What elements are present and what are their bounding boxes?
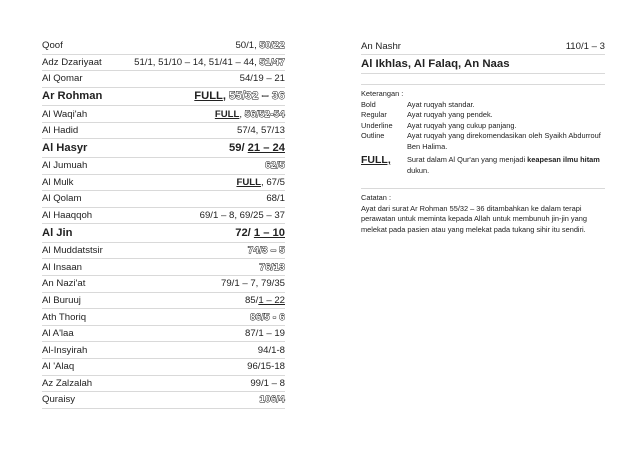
verse-part: 50/1, <box>235 40 260 52</box>
surah-row <box>42 106 285 123</box>
legend-desc: Ayat ruqyah yang direkomendasikan oleh Syaikh Abdurrouf Ben Halima. <box>407 131 601 151</box>
verse-part: 72/ <box>235 226 254 239</box>
surah-name: Qoof <box>42 40 63 52</box>
verse-part: 68/1 <box>266 193 285 205</box>
surah-row <box>42 243 285 260</box>
surah-verses <box>245 294 285 307</box>
surah-name: Adz Dzariyaat <box>42 56 102 68</box>
surah-verses <box>235 39 285 52</box>
verse-part: 85/ <box>244 294 259 306</box>
verse-part: FULL <box>194 90 223 103</box>
surah-verses <box>258 344 285 357</box>
legend-desc: Ayat ruqyah standar. <box>407 99 475 109</box>
verse-part: 106/4 <box>259 394 285 406</box>
verse-part: 62/5 <box>265 160 285 172</box>
legend-full-desc-part1: Surat dalam Al Qur'an yang menjadi <box>407 155 528 164</box>
surah-verses <box>240 72 285 85</box>
verse-part: 86/5 - 6 <box>250 311 285 323</box>
surah-row <box>42 71 285 88</box>
surah-name: Al 'Alaq <box>42 361 75 373</box>
surah-verses <box>134 56 285 69</box>
verse-part: 59/ <box>229 141 248 154</box>
surah-verses <box>266 192 285 205</box>
surah-row <box>42 55 285 72</box>
surah-verses <box>215 108 285 121</box>
surah-name: Al Muddatstsir <box>42 245 103 257</box>
surah-verses <box>221 277 285 290</box>
legend-section <box>361 84 605 176</box>
surah-verses: 110/1 – 3 <box>565 40 605 52</box>
surah-name: Quraisy <box>42 394 76 406</box>
surah-row <box>42 276 285 293</box>
verse-part: 74/3 – 5 <box>247 245 285 257</box>
verse-part: 99/1 – 8 <box>250 377 285 389</box>
right-header-row <box>361 38 605 55</box>
note-text: Ayat dari surat Ar Rohman 55/32 – 36 ditambahkan ke dalam terapi perawatan untuk meminta kepada Allah untuk membunuh jin-jin yang melekat pada pasien atau yang melekat pada tukang sihir itu sendiri. <box>361 203 587 234</box>
verse-part: 1 – 10 <box>253 226 285 239</box>
surah-row <box>42 88 285 107</box>
surah-name: Al Mulk <box>42 176 74 188</box>
legend-row <box>361 110 605 121</box>
surah-verses <box>250 377 285 390</box>
surah-row <box>42 309 285 326</box>
surah-list <box>42 38 285 409</box>
verse-part: 76/13 <box>259 261 285 273</box>
surah-name: Al Insaan <box>42 261 83 273</box>
verse-part: 96/15-18 <box>247 361 285 373</box>
surah-name: Al Hasyr <box>42 141 88 154</box>
surah-name: Al Waqi'ah <box>42 108 88 120</box>
verse-part: 55/32 – 36 <box>229 90 285 103</box>
surah-verses <box>259 393 285 406</box>
legend-full-desc-bold: keapesan ilmu hitam <box>527 155 600 164</box>
verse-part: 56/52-54 <box>244 108 285 120</box>
legend-full-row <box>361 155 605 176</box>
surah-name: Ath Thoriq <box>42 311 87 323</box>
surah-verses <box>235 227 285 240</box>
surah-name: Ar Rohman <box>42 90 103 103</box>
surah-row <box>42 224 285 243</box>
surah-verses <box>250 311 285 324</box>
surah-name: Al Haaqqoh <box>42 210 93 222</box>
surah-row <box>42 139 285 158</box>
surah-verses <box>248 244 285 257</box>
verse-part: , 67/5 <box>260 176 285 188</box>
surah-verses <box>245 327 285 340</box>
surah-row <box>42 293 285 310</box>
right-title: Al Ikhlas, Al Falaq, An Naas <box>361 55 605 74</box>
verse-part: 79/1 – 7, 79/35 <box>220 278 285 290</box>
surah-name: Al Jin <box>42 226 73 239</box>
surah-row <box>42 158 285 175</box>
verse-part: 1 – 22 <box>258 294 285 306</box>
verse-part: 50/22 <box>259 40 285 52</box>
surah-verses <box>200 209 285 222</box>
surah-name: Al Qomar <box>42 73 83 85</box>
verse-part: 57/4, 57/13 <box>236 125 285 137</box>
legend-term: Bold <box>361 99 376 109</box>
verse-part: 69/1 – 8, 69/25 – 37 <box>199 210 285 222</box>
verse-part: 51/47 <box>259 56 285 68</box>
verse-part: 94/1-8 <box>257 344 285 356</box>
surah-name: Al Buruuj <box>42 294 81 306</box>
surah-verses <box>265 159 285 172</box>
verse-part: 54/19 – 21 <box>239 73 285 85</box>
surah-row <box>42 342 285 359</box>
verse-part: , <box>239 108 245 120</box>
surah-row <box>42 376 285 393</box>
surah-verses <box>259 261 285 274</box>
surah-row <box>42 208 285 225</box>
surah-name: An Nashr <box>361 40 401 52</box>
legend-desc: Ayat ruqyah yang cukup panjang. <box>407 120 517 130</box>
legend-list <box>361 100 605 153</box>
legend-term: Underline <box>361 120 393 130</box>
surah-name: Al-Insyirah <box>42 344 88 356</box>
surah-verses <box>236 176 285 189</box>
verse-part: , <box>222 90 230 103</box>
surah-row <box>42 359 285 376</box>
note-section <box>361 188 605 235</box>
legend-row <box>361 131 605 152</box>
surah-row <box>42 392 285 409</box>
surah-verses <box>229 142 285 155</box>
legend-full-desc-part2: dukun. <box>407 165 430 175</box>
surah-row <box>42 123 285 140</box>
verse-part: 21 – 24 <box>247 141 285 154</box>
verse-part: 87/1 – 19 <box>244 328 285 340</box>
legend-row <box>361 121 605 132</box>
surah-row <box>42 259 285 276</box>
legend-title: Keterangan : <box>361 89 404 98</box>
surah-row <box>42 191 285 208</box>
surah-name: Az Zalzalah <box>42 377 93 389</box>
surah-row <box>42 326 285 343</box>
legend-term: Outline <box>361 131 385 140</box>
legend-full-desc <box>407 155 605 176</box>
legend-desc: Ayat ruqyah yang pendek. <box>407 110 493 119</box>
note-title: Catatan : <box>361 193 391 202</box>
surah-name: Al Qolam <box>42 193 82 205</box>
verse-part: FULL <box>236 176 261 188</box>
surah-verses <box>194 90 285 103</box>
legend-full-term: FULL, <box>361 154 391 166</box>
surah-name: Al A'laa <box>42 328 74 340</box>
right-panel <box>361 38 605 235</box>
legend-row <box>361 100 605 111</box>
surah-verses <box>237 124 285 137</box>
surah-row <box>42 38 285 55</box>
verse-part: 51/1, 51/10 – 14, 51/41 – 44, <box>134 56 260 68</box>
surah-name: An Nazi'at <box>42 278 86 290</box>
verse-part: FULL <box>214 108 240 120</box>
surah-verses <box>247 360 285 373</box>
surah-name: Al Hadid <box>42 125 79 137</box>
legend-term: Regular <box>361 110 387 119</box>
surah-name: Al Jumuah <box>42 160 88 172</box>
surah-row <box>42 175 285 192</box>
